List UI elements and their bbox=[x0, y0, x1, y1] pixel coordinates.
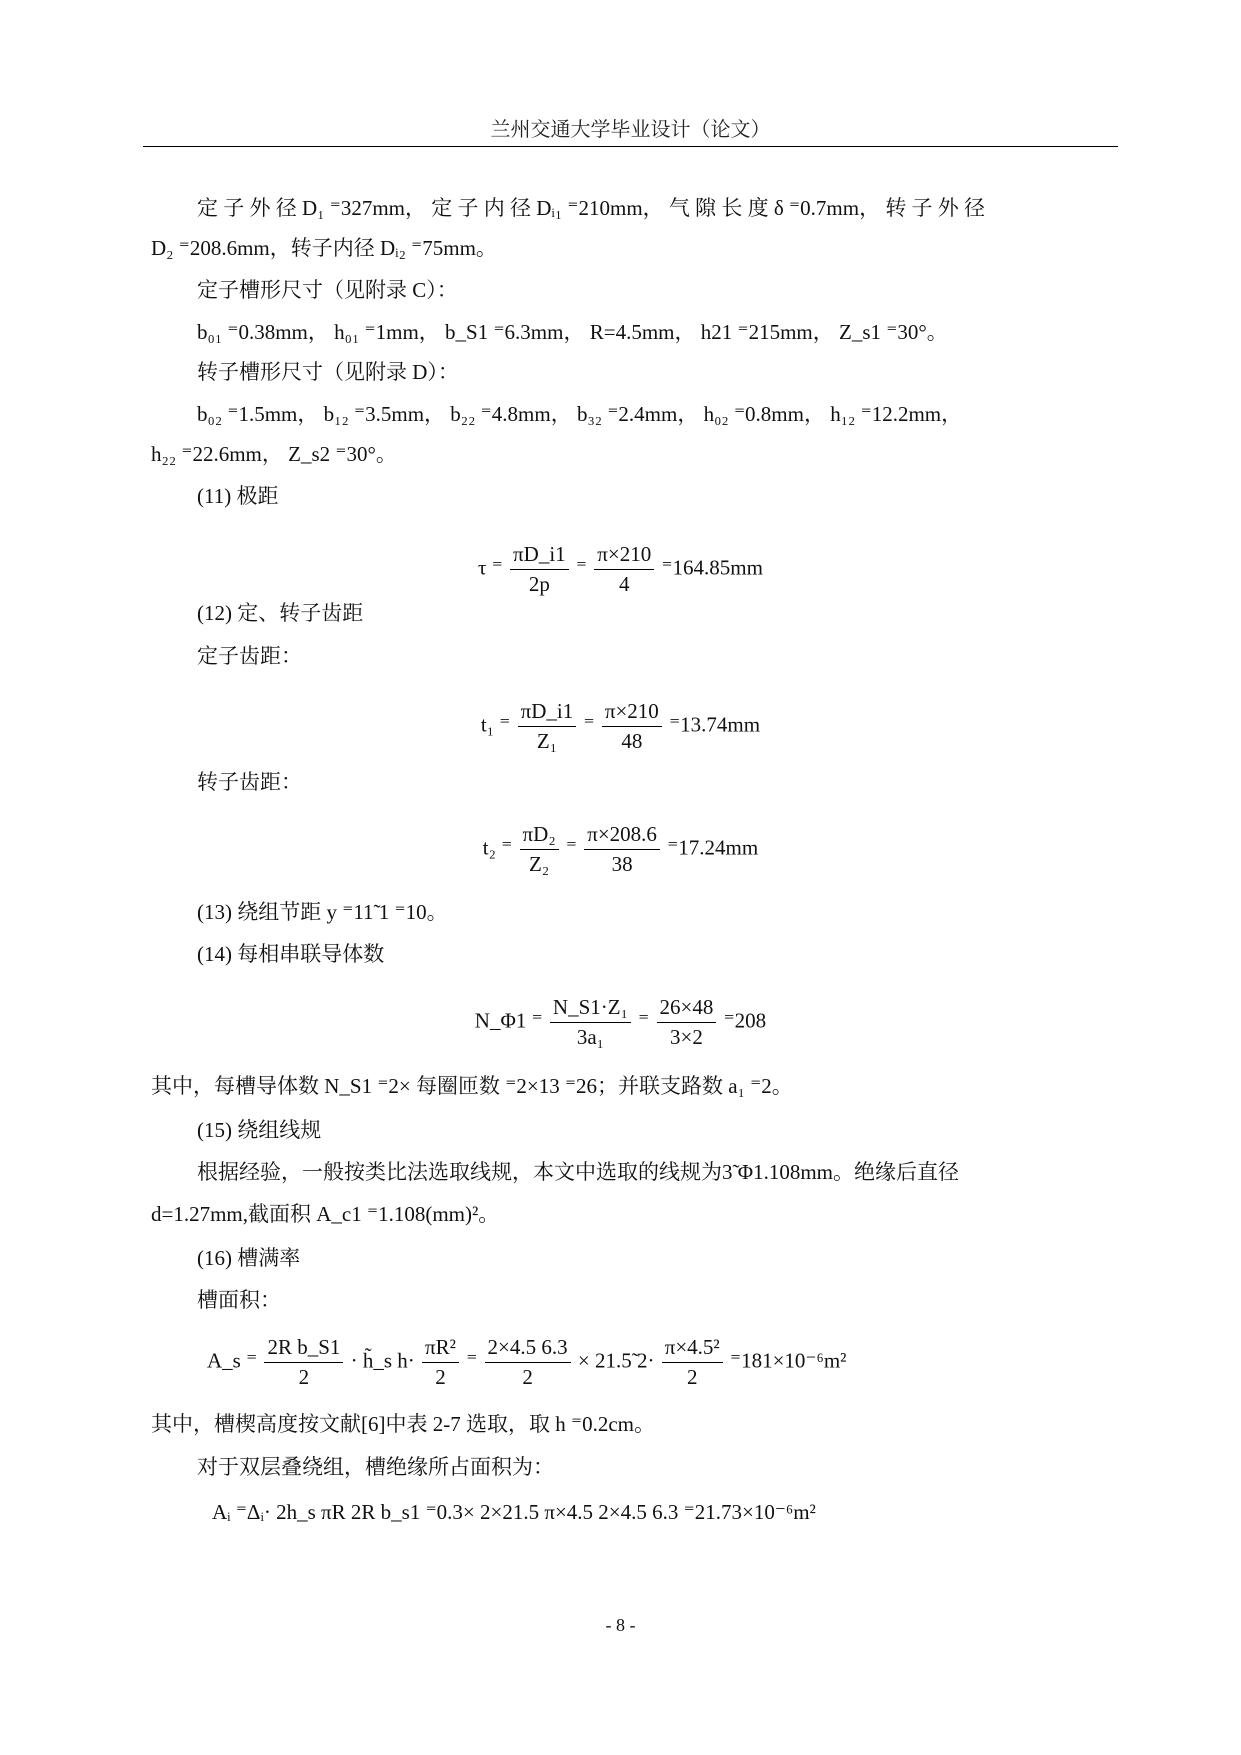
text-line-slot-area: 槽面积： bbox=[197, 1288, 281, 1312]
equation-stator-tooth-pitch: t₁ ⁼ $\frac{\pi D\_i1}{\text{Z₁}}$ ⁼ $\frac{\pi\times 210}{48}$ ⁼13.74mm bbox=[480, 699, 761, 754]
fraction: $\frac{\pi D\_i1}{\text{Z₁}}$ bbox=[518, 700, 577, 753]
fraction: $\frac{\text{π×4.5²}}{2}$ bbox=[662, 1336, 723, 1389]
page-header: 兰州交通大学毕业设计（论文） bbox=[490, 119, 771, 141]
page-number: - 8 - bbox=[605, 1615, 636, 1635]
fraction: $\frac{\text{N\_S1·Z₁}}{\text{3a₁}}$ bbox=[550, 996, 631, 1049]
section-heading-pole-pitch: (11) 极距 bbox=[197, 484, 279, 508]
equation-pole-pitch: τ ⁼ $\frac{\pi D\_i1}{2p}$ ⁼ $\frac{\pi\times 210}{4}$ ⁼164.85mm bbox=[478, 542, 763, 597]
section-heading-wire-gauge: (15) 绕组线规 bbox=[197, 1118, 322, 1142]
equation-rotor-tooth-pitch: t₂ ⁼ $\frac{\text{πD₂}}{\text{Z₂}}$ ⁼ $\frac{\pi\times 208.6}{38}$ ⁼17.24mm bbox=[482, 822, 759, 877]
text-line-rotor-slot-title: 转子槽形尺寸（见附录 D）： bbox=[197, 360, 459, 384]
text-line-conductors-per-slot: 其中，每槽导体数 N_S1 ⁼2× 每圈匝数 ⁼2×13 ⁼26；并联支路数 a₁ ⁼2。 bbox=[151, 1074, 793, 1098]
eq-rhs: ⁼164.85mm bbox=[661, 555, 763, 580]
section-heading-series-conductors: (14) 每相串联导体数 bbox=[197, 942, 385, 966]
text-line-rotor-slot-dims: b₀₂ ⁼1.5mm， b₁₂ ⁼3.5mm， b₂₂ ⁼4.8mm， b₃₂ ⁼2.4mm， h₀₂ ⁼0.8mm， h₁₂ ⁼12.2mm， bbox=[197, 402, 963, 426]
text-line-rotor-slot-dims-cont: h₂₂ ⁼22.6mm， Z_s2 ⁼30°。 bbox=[151, 442, 397, 466]
text-line-stator-slot-title: 定子槽形尺寸（见附录 C）： bbox=[197, 278, 458, 302]
text-line-slot-wedge: 其中，槽楔高度按文献[6]中表 2-7 选取，取 h ⁼0.2cm。 bbox=[151, 1412, 655, 1436]
fraction: $\frac{\text{πD₂}}{\text{Z₂}}$ bbox=[520, 823, 559, 876]
section-heading-winding-pitch: (13) 绕组节距 y ⁼11̃ 1 ⁼10。 bbox=[197, 900, 448, 924]
text-line-wire-area: d=1.27mm,截面积 A_c1 ⁼1.108(mm)²。 bbox=[151, 1202, 500, 1226]
equation-series-conductors: N_Φ1 ⁼ $\frac{\text{N\_S1·Z₁}}{\text{3a₁}}$ ⁼ $\frac{26\times 48}{3\times 2}$ ⁼208 bbox=[474, 995, 767, 1050]
section-heading-tooth-pitch: (12) 定、转子齿距 bbox=[197, 601, 364, 625]
text-line-double-layer: 对于双层叠绕组，槽绝缘所占面积为： bbox=[197, 1455, 554, 1479]
fraction: $\frac{\text{2R b\_S1}}{2}$ bbox=[264, 1336, 343, 1389]
text-line-stator-tooth: 定子齿距： bbox=[197, 644, 302, 668]
header-rule bbox=[143, 146, 1118, 147]
text-line-stator-slot-dims: b₀₁ ⁼0.38mm， h₀₁ ⁼1mm， b_S1 ⁼6.3mm， R=4.5mm， h21 ⁼215mm， Z_s1 ⁼30°。 bbox=[197, 320, 948, 344]
text-line-rotor-tooth: 转子齿距： bbox=[197, 770, 302, 794]
fraction: $\frac{\pi\times 210}{4}$ bbox=[594, 543, 654, 596]
section-heading-slot-fill: (16) 槽满率 bbox=[197, 1246, 301, 1270]
eq-lhs: τ ⁼ bbox=[478, 555, 503, 580]
fraction: $\frac{2\times 4.5 6.3}{2}$ bbox=[485, 1336, 571, 1389]
text-line-stator-outer: 定 子 外 径 D₁ ⁼327mm， 定 子 内 径 Dᵢ₁ ⁼210mm， 气 隙 长 度 δ ⁼0.7mm， 转 子 外 径 bbox=[197, 196, 986, 220]
fraction: $\frac{\text{πR²}}{2}$ bbox=[422, 1336, 459, 1389]
equation-slot-area: A_s ⁼ $\frac{\text{2R b\_S1}}{2}$ · h̃_s h· $\frac{\text{πR²}}{2}$ ⁼ $\frac{2\times 4.5 6.3}{2}$ × 21.5̃ 2· $\frac{\text{π×4.5²}}{2}$ ⁼181×10⁻⁶m² bbox=[207, 1335, 847, 1390]
fraction: $\frac{26\times 48}{3\times 2}$ bbox=[657, 996, 717, 1049]
text-line-stator-inner: D₂ ⁼208.6mm，转子内径 Dᵢ₂ ⁼75mm。 bbox=[151, 236, 497, 260]
fraction: $\frac{\pi\times 210}{48}$ bbox=[602, 700, 662, 753]
fraction: $\frac{\pi D\_i1}{2p}$ bbox=[510, 543, 569, 596]
equation-insulation-area: Aᵢ ⁼Δᵢ· 2h_s πR 2R b_s1 ⁼0.3× 2×21.5 π×4.5 2×4.5 6.3 ⁼21.73×10⁻⁶m² bbox=[212, 1500, 816, 1524]
fraction: $\frac{\pi\times 208.6}{38}$ bbox=[584, 823, 660, 876]
text-line-wire-gauge: 根据经验，一般按类比法选取线规，本文中选取的线规为3̃ Φ1.108mm。绝缘后直径 bbox=[197, 1160, 960, 1184]
